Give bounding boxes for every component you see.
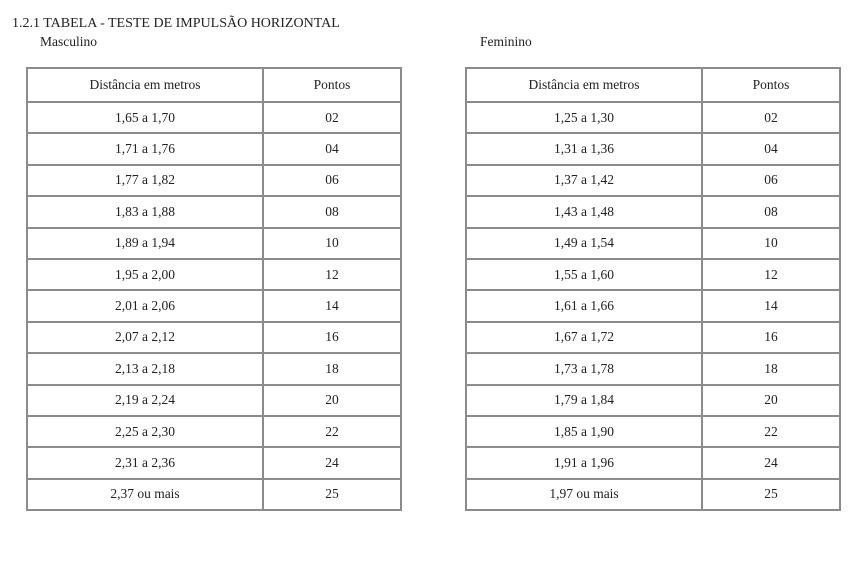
table-row (27, 416, 401, 447)
distance-column-header: Distância em metros (466, 68, 702, 102)
table-row (466, 353, 840, 384)
table-row (27, 322, 401, 353)
distance-cell: 1,97 ou mais (466, 479, 702, 510)
distance-column-header: Distância em metros (27, 68, 263, 102)
distance-cell: 1,95 a 2,00 (27, 259, 263, 290)
feminino-table-body (466, 102, 840, 510)
distance-cell: 2,01 a 2,06 (27, 290, 263, 321)
points-cell: 10 (263, 228, 401, 259)
distance-cell: 1,43 a 1,48 (466, 196, 702, 227)
table-row (27, 133, 401, 164)
table-row (466, 447, 840, 478)
table-row (27, 353, 401, 384)
distance-cell: 1,89 a 1,94 (27, 228, 263, 259)
points-cell: 18 (263, 353, 401, 384)
points-cell: 20 (263, 385, 401, 416)
table-row (466, 102, 840, 133)
table-row (466, 322, 840, 353)
points-cell: 12 (263, 259, 401, 290)
table-row (27, 165, 401, 196)
masculino-table-body (27, 102, 401, 510)
points-cell: 25 (702, 479, 840, 510)
points-cell: 16 (702, 322, 840, 353)
masculino-label: Masculino (40, 34, 97, 49)
table-row (27, 447, 401, 478)
table-row (466, 259, 840, 290)
distance-cell: 2,25 a 2,30 (27, 416, 263, 447)
distance-cell: 1,79 a 1,84 (466, 385, 702, 416)
points-cell: 20 (702, 385, 840, 416)
distance-cell: 2,37 ou mais (27, 479, 263, 510)
table-row (466, 290, 840, 321)
feminino-table (465, 67, 841, 511)
table-row (27, 102, 401, 133)
table-row (27, 290, 401, 321)
table-row (466, 196, 840, 227)
points-cell: 02 (263, 102, 401, 133)
points-cell: 16 (263, 322, 401, 353)
table-header-row (466, 68, 840, 102)
table-row (466, 165, 840, 196)
distance-cell: 2,07 a 2,12 (27, 322, 263, 353)
table-row (466, 385, 840, 416)
points-cell: 14 (263, 290, 401, 321)
distance-cell: 1,67 a 1,72 (466, 322, 702, 353)
points-cell: 24 (263, 447, 401, 478)
masculino-table (26, 67, 402, 511)
points-cell: 25 (263, 479, 401, 510)
feminino-label: Feminino (480, 34, 532, 49)
distance-cell: 1,71 a 1,76 (27, 133, 263, 164)
distance-cell: 1,77 a 1,82 (27, 165, 263, 196)
table-row (27, 385, 401, 416)
table-header-row (27, 68, 401, 102)
distance-cell: 1,65 a 1,70 (27, 102, 263, 133)
table-row (466, 228, 840, 259)
points-cell: 12 (702, 259, 840, 290)
distance-cell: 2,19 a 2,24 (27, 385, 263, 416)
points-cell: 06 (702, 165, 840, 196)
distance-cell: 1,91 a 1,96 (466, 447, 702, 478)
points-cell: 22 (702, 416, 840, 447)
points-cell: 08 (702, 196, 840, 227)
points-cell: 18 (702, 353, 840, 384)
distance-cell: 1,83 a 1,88 (27, 196, 263, 227)
table-row (466, 416, 840, 447)
table-row (27, 228, 401, 259)
distance-cell: 1,55 a 1,60 (466, 259, 702, 290)
distance-cell: 2,31 a 2,36 (27, 447, 263, 478)
distance-cell: 1,85 a 1,90 (466, 416, 702, 447)
points-cell: 10 (702, 228, 840, 259)
distance-cell: 2,13 a 2,18 (27, 353, 263, 384)
distance-cell: 1,25 a 1,30 (466, 102, 702, 133)
table-row (27, 259, 401, 290)
distance-cell: 1,61 a 1,66 (466, 290, 702, 321)
table-row (27, 196, 401, 227)
distance-cell: 1,31 a 1,36 (466, 133, 702, 164)
page-title: 1.2.1 TABELA - TESTE DE IMPULSÃO HORIZONTAL (12, 16, 340, 31)
points-column-header: Pontos (263, 68, 401, 102)
distance-cell: 1,73 a 1,78 (466, 353, 702, 384)
points-cell: 24 (702, 447, 840, 478)
points-cell: 14 (702, 290, 840, 321)
distance-cell: 1,49 a 1,54 (466, 228, 702, 259)
points-cell: 06 (263, 165, 401, 196)
points-cell: 02 (702, 102, 840, 133)
points-cell: 04 (263, 133, 401, 164)
table-row (466, 479, 840, 510)
points-cell: 04 (702, 133, 840, 164)
table-row (466, 133, 840, 164)
distance-cell: 1,37 a 1,42 (466, 165, 702, 196)
points-cell: 22 (263, 416, 401, 447)
table-row (27, 479, 401, 510)
points-column-header: Pontos (702, 68, 840, 102)
points-cell: 08 (263, 196, 401, 227)
